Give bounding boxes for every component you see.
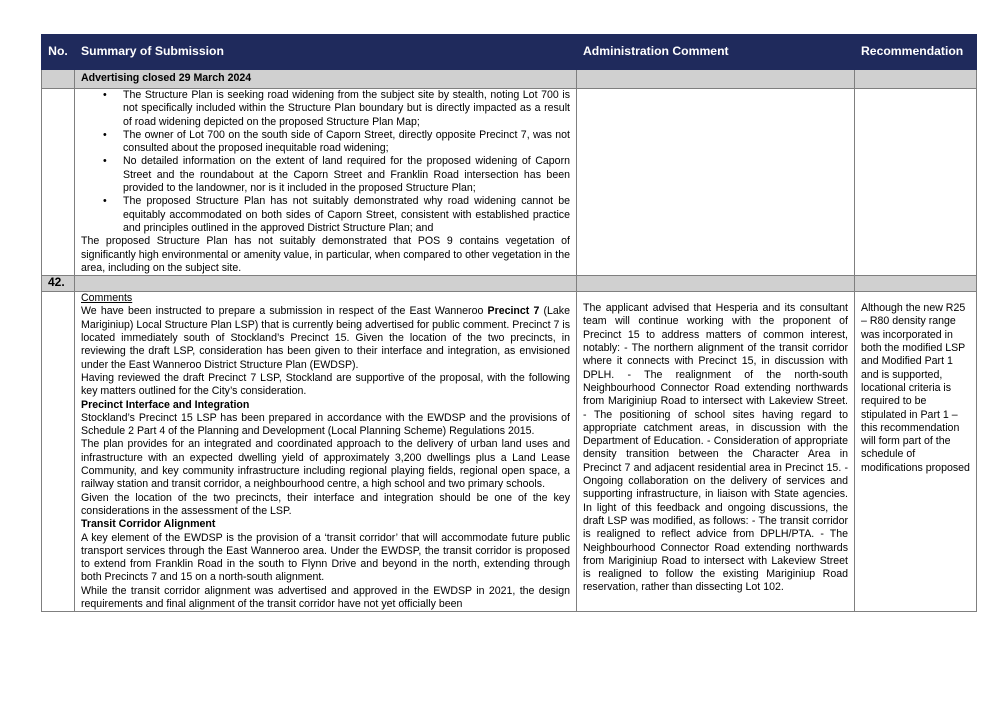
submission-42-row [42,292,977,612]
header-admin-comment: Administration Comment [577,35,855,70]
submission-number-row [42,276,977,292]
submission-number: 42. [42,276,75,292]
paragraph: Given the location of the two precincts, their interface and integration should be one of the key considerations in the assessment of the LSP. [81,491,570,517]
advertising-row [42,70,977,89]
advertising-closed-label: Advertising closed 29 March 2024 [75,70,577,89]
previous-summary-cell [75,89,577,276]
paragraph: We have been instructed to prepare a submission in respect of the East Wanneroo Precinct 7 (Lake Mariginiup) Local Structure Plan LSP) that is currently being advertised for public comment. Precinct 7 is located immediately south of Stockland’s Precinct 15. Given the location of the two precincts, in reviewing the draft LSP, consideration has been given to their interface and integration, as envisioned under the East Wanneroo District Structure Plan (EWDSP). [81,305,570,371]
submissions-table-page [41,34,976,612]
admin-comment-cell: The applicant advised that Hesperia and its consultant team will continue working with the proponent of Precinct 15 to address matters of common interest, notably: - The northern alignment of the transit corridor where it connects with Precinct 15, in discussion with DPLH. - The realignment of the north-south Neighbourhood Connector Road extending northwards from Mariginiup Road to intersect with Lakeview Street. - The positioning of school sites having regard to appropriate catchment areas, in discussion with the Department of Education. - Consideration of appropriate density transition between the Character Area in Precinct 7 and adjacent residential area in Precinct 15. - Ongoing collaboration on the delivery of services and supporting infrastructure, in liaison with State agencies. In light of this feedback and ongoing discussions, the draft LSP was modified, as follows: - The transit corridor is realigned to reflect advice from DPLH/PTA. - The Neighbourhood Connector Road extending northwards from Mariginiup Road to intersect with Lakeview Street is realigned to follow the existing Mariginiup Road reservation, rather than dissecting Lot 102. [577,292,855,612]
paragraph: Having reviewed the draft Precinct 7 LSP, Stockland are supportive of the proposal, with the following key matters outlined for the City’s consideration. [81,371,570,398]
comments-heading: Comments [81,292,133,305]
closing-paragraph: The proposed Structure Plan has not suitably demonstrated that POS 9 contains vegetation of significantly high environmental or amenity value, in particular, when compared to other vegetation in the area, including on the subject site. [81,235,570,274]
summary-cell [75,292,577,612]
section-heading: Transit Corridor Alignment [81,518,216,531]
paragraph: The plan provides for an integrated and coordinated approach to the delivery of urban land uses and infrastructure with an expected dwelling yield of approximately 3,200 dwellings plus a Land Lease Community, and key community infrastructure including regional playing fields, regional open space, a railway station and transit corridor, a neighbourhood centre, a high school and two primary schools. [81,438,570,491]
paragraph: A key element of the EWDSP is the provision of a ‘transit corridor’ that will accommodate future public transport services through the East Wanneroo area. Under the EWDSP, the transit corridor is proposed to extend from Franklin Road in the south to Flynn Drive and beyond in the north, extending through both Precincts 7 and 15 on a north-south alignment. [81,531,570,584]
list-item: • The proposed Structure Plan has not suitably demonstrated why road widening cannot be equitably accommodated on both sides of Caporn Street, consistent with established practice and principles outlined in the approved District Structure Plan; and [123,195,570,235]
table-header-row [42,35,977,70]
list-item: • No detailed information on the extent of land required for the proposed widening of Caporn Street and the roundabout at the Caporn Street and Franklin Road intersection has been provided to the landowner, nor is it included in the proposed Structure Plan; [123,155,570,195]
header-summary: Summary of Submission [75,35,577,70]
advertising-no-cell [42,70,75,89]
list-item: • The Structure Plan is seeking road widening from the subject site by stealth, noting Lot 700 is not specifically included within the Structure Plan boundary but is directly impacted as a result of road widening depicted on the proposed Structure Plan Map; [123,89,570,129]
previous-submission-row [42,89,977,276]
submissions-table [41,34,977,612]
header-recommendation: Recommendation [855,35,977,70]
paragraph: Stockland’s Precinct 15 LSP has been prepared in accordance with the EWDSP and the provisions of Schedule 2 Part 4 of the Planning and Development (Local Planning Scheme) Regulations 2015. [81,411,570,438]
bullet-list [81,89,570,235]
list-item: • The owner of Lot 700 on the south side of Caporn Street, directly opposite Precinct 7, was not consulted about the proposed inequitable road widening; [123,129,570,156]
recommendation-cell: Although the new R25 – R80 density range was incorporated in both the modified LSP and Modified Part 1 and is supported, locational criteria is required to be stipulated in Part 1 – this recommendation will form part of the schedule of modifications proposed [855,292,977,612]
header-no: No. [42,35,75,70]
paragraph: While the transit corridor alignment was advertised and approved in the EWDSP in 2021, the design requirements and final alignment of the transit corridor have not yet officially been [81,584,570,610]
section-heading: Precinct Interface and Integration [81,398,250,411]
